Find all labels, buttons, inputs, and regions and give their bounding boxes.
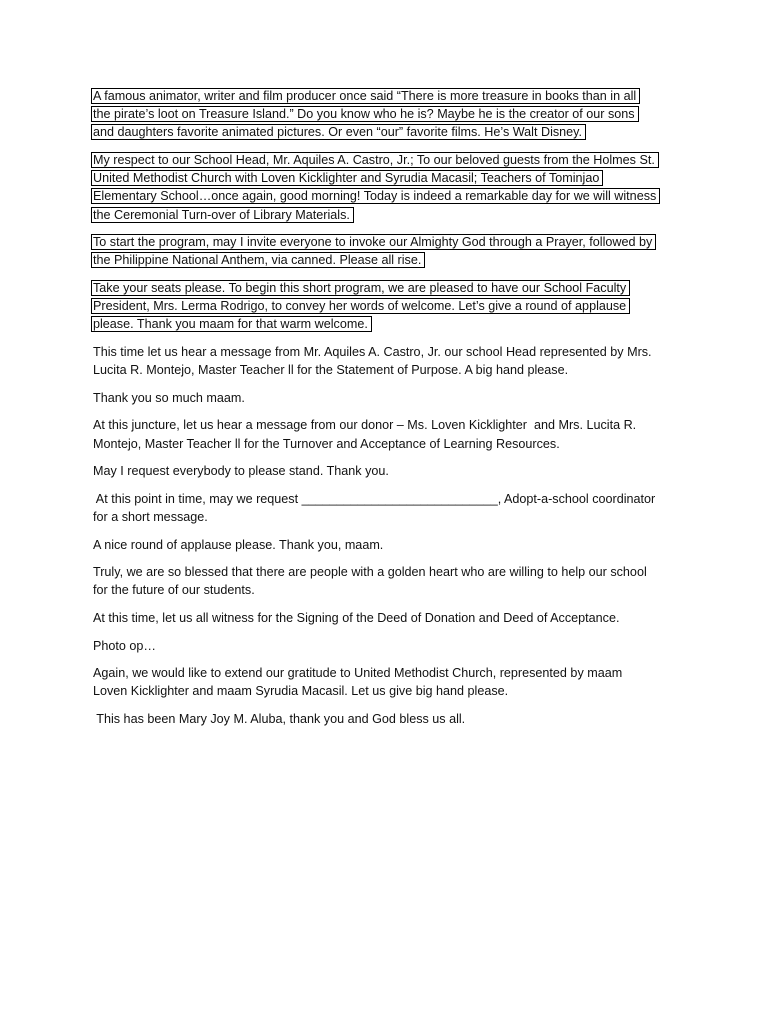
document-page [93, 87, 677, 738]
text-line-content: President, Mrs. Lerma Rodrigo, to convey her words of welcome. Let’s give a round of applause [92, 299, 629, 313]
paragraph [93, 609, 677, 627]
text-line [93, 315, 677, 333]
text-line-content: Thank you so much maam. [93, 390, 245, 405]
highlighted-paragraph [93, 151, 677, 224]
text-line-content: Elementary School…once again, good morning! Today is indeed a remarkable day for we will witness [92, 189, 659, 203]
text-line-content: Again, we would like to extend our gratitude to United Methodist Church, represented by maam [93, 666, 623, 681]
text-line-content: Photo op… [93, 638, 157, 653]
highlighted-paragraph [93, 233, 677, 269]
text-line [93, 343, 677, 361]
text-line-content: the Ceremonial Turn-over of Library Materials. [92, 208, 353, 222]
text-line [93, 435, 677, 453]
text-line-content: A famous animator, writer and film producer once said “There is more treasure in books than in all [92, 89, 639, 103]
paragraph [93, 710, 677, 728]
text-line-content: Loven Kicklighter and maam Syrudia Macasil. Let us give big hand please. [93, 684, 509, 699]
text-line [93, 416, 677, 434]
text-line [93, 233, 677, 251]
text-line [93, 490, 677, 508]
text-line-content: the Philippine National Anthem, via canned. Please all rise. [92, 253, 424, 267]
text-line-content: May I request everybody to please stand. Thank you. [93, 464, 389, 479]
text-line [93, 151, 677, 169]
text-line-content: Take your seats please. To begin this short program, we are pleased to have our School Faculty [92, 281, 629, 295]
highlighted-paragraph [93, 87, 677, 142]
paragraph [93, 664, 677, 700]
text-line-content: Lucita R. Montejo, Master Teacher ll for the Statement of Purpose. A big hand please. [93, 363, 569, 378]
text-line-content: My respect to our School Head, Mr. Aquiles A. Castro, Jr.; To our beloved guests from the Holmes St. [92, 153, 658, 167]
text-line-content: To start the program, may I invite everyone to invoke our Almighty God through a Prayer, followed by [92, 235, 655, 249]
text-line [93, 169, 677, 187]
text-line [93, 389, 677, 407]
text-line [93, 279, 677, 297]
text-line-content: At this point in time, may we request ____________________________, Adopt-a-school coordinator [93, 491, 656, 506]
text-line [93, 462, 677, 480]
paragraph [93, 637, 677, 655]
text-line [93, 508, 677, 526]
text-line-content: This time let us hear a message from Mr. Aquiles A. Castro, Jr. our school Head represented by Mrs. [93, 345, 652, 359]
text-line [93, 87, 677, 105]
text-line [93, 682, 677, 700]
text-line [93, 123, 677, 141]
text-line [93, 251, 677, 269]
text-line-content: This has been Mary Joy M. Aluba, thank you and God bless us all. [93, 711, 466, 726]
text-line-content: Truly, we are so blessed that there are people with a golden heart who are willing to help our school [93, 565, 647, 580]
paragraph [93, 563, 677, 599]
text-line-content: A nice round of applause please. Thank you, maam. [93, 537, 384, 552]
text-line-content: the pirate’s loot on Treasure Island.” Do you know who he is? Maybe he is the creator of our sons [92, 107, 638, 121]
text-line [93, 105, 677, 123]
text-line [93, 637, 677, 655]
text-line [93, 361, 677, 379]
paragraph [93, 389, 677, 407]
paragraph [93, 462, 677, 480]
paragraph [93, 490, 677, 526]
text-line [93, 297, 677, 315]
text-line-content: Montejo, Master Teacher ll for the Turnover and Acceptance of Learning Resources. [93, 436, 560, 451]
highlighted-paragraph [93, 279, 677, 334]
paragraph [93, 536, 677, 554]
text-line [93, 536, 677, 554]
text-line [93, 187, 677, 205]
text-line [93, 206, 677, 224]
paragraph [93, 343, 677, 379]
text-line-content: and daughters favorite animated pictures. Or even “our” favorite films. He’s Walt Disney. [92, 125, 585, 139]
text-line [93, 710, 677, 728]
text-line-content: At this time, let us all witness for the Signing of the Deed of Donation and Deed of Acceptance. [93, 610, 620, 625]
text-line-content: United Methodist Church with Loven Kicklighter and Syrudia Macasil; Teachers of Tominjao [92, 171, 602, 185]
text-line-content: please. Thank you maam for that warm welcome. [92, 317, 371, 331]
text-line [93, 581, 677, 599]
paragraph [93, 416, 677, 452]
text-line-content: for a short message. [93, 509, 208, 524]
text-line-content: At this juncture, let us hear a message from our donor – Ms. Loven Kicklighter and Mrs. Lucita R. [93, 418, 637, 433]
text-line-content: for the future of our students. [93, 583, 255, 598]
text-line [93, 609, 677, 627]
text-line [93, 563, 677, 581]
text-line [93, 664, 677, 682]
